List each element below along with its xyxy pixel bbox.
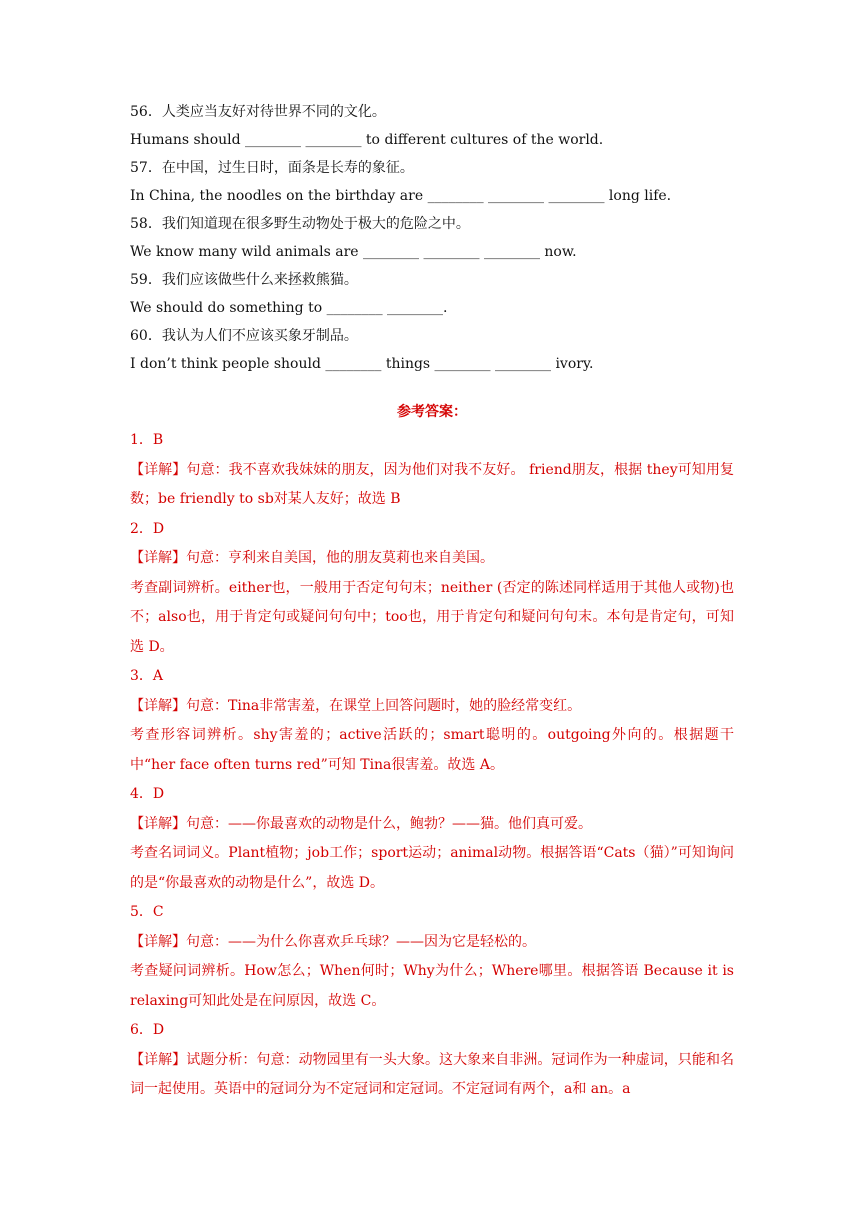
answer-item (130, 780, 734, 898)
answer-list (130, 426, 734, 1105)
answer-number: 5．C (130, 904, 164, 920)
answer-number: 3．A (130, 668, 164, 684)
answer-explanation: 考查疑问词辨析。How怎么；When何时；Why为什么；Where哪里。根据答语 Because it is relaxing可知此处是在问原因，故选 C。 (130, 963, 734, 1009)
question-item (130, 322, 734, 378)
answers-heading: 参考答案： (397, 404, 467, 420)
question-english: Humans should ________ ________ to different cultures of the world. (130, 132, 604, 148)
answer-explanation: 【详解】句意：——为什么你喜欢乒乓球？——因为它是轻松的。 (130, 933, 536, 950)
answer-explanation: 考查名词词义。Plant植物；job工作；sport运动；animal动物。根据答语“Cats（猫）”可知询问的是“你最喜欢的动物是什么”，故选 D。 (130, 845, 734, 891)
answer-item (130, 1016, 734, 1105)
answer-explanation: 考查副词辨析。either也，一般用于否定句句末；neither (否定的陈述同样适用于其他人或物)也不；also也，用于肯定句或疑问句句中；too也，用于肯定句和疑问句句末。本句是肯定句，可知选 D。 (130, 579, 734, 655)
question-english: In China, the noodles on the birthday are ________ ________ ________ long life. (130, 188, 672, 204)
answer-explanation: 【详解】句意：——你最喜欢的动物是什么，鲍勃？——猫。他们真可爱。 (130, 815, 592, 832)
answer-explanation: 【详解】句意：Tina非常害羞，在课堂上回答问题时，她的脸经常变红。 (130, 697, 582, 714)
answer-explanation: 考查形容词辨析。shy害羞的；active活跃的；smart聪明的。outgoing外向的。根据题干中“her face often turns red”可知 Tina很害羞。故选 A。 (130, 727, 734, 773)
question-chinese: 60．我认为人们不应该买象牙制品。 (130, 328, 358, 344)
answer-item (130, 662, 734, 780)
question-english: We know many wild animals are ________ ________ ________ now. (130, 244, 577, 260)
question-english: We should do something to ________ ________. (130, 300, 448, 316)
answer-number: 2．D (130, 520, 165, 537)
answer-explanation: 【详解】句意：我不喜欢我妹妹的朋友，因为他们对我不友好。 friend朋友，根据 they可知用复数；be friendly to sb对某人友好；故选 B (130, 461, 734, 507)
answer-number: 1．B (130, 432, 164, 448)
answer-explanation: 【详解】句意：亨利来自美国，他的朋友莫莉也来自美国。 (130, 550, 494, 566)
answer-item (130, 898, 734, 1016)
question-chinese: 58．我们知道现在很多野生动物处于极大的危险之中。 (130, 216, 470, 232)
question-item (130, 154, 734, 210)
question-item (130, 266, 734, 322)
answer-item (130, 515, 734, 663)
answer-number: 4．D (130, 786, 165, 802)
answer-item (130, 426, 734, 515)
document-page (130, 98, 734, 1105)
question-chinese: 57．在中国，过生日时，面条是长寿的象征。 (130, 160, 414, 176)
question-chinese: 59．我们应该做些什么来拯救熊猫。 (130, 272, 358, 288)
answer-number: 6．D (130, 1022, 165, 1038)
question-english: I don’t think people should ________ things ________ ________ ivory. (130, 356, 594, 372)
question-list (130, 98, 734, 378)
question-chinese: 56．人类应当友好对待世界不同的文化。 (130, 104, 386, 120)
question-item (130, 210, 734, 266)
question-item (130, 98, 734, 154)
answer-explanation: 【详解】试题分析：句意：动物园里有一头大象。这大象来自非洲。冠词作为一种虚词，只能和名词一起使用。英语中的冠词分为不定冠词和定冠词。不定冠词有两个，a和 an。a (130, 1051, 734, 1097)
